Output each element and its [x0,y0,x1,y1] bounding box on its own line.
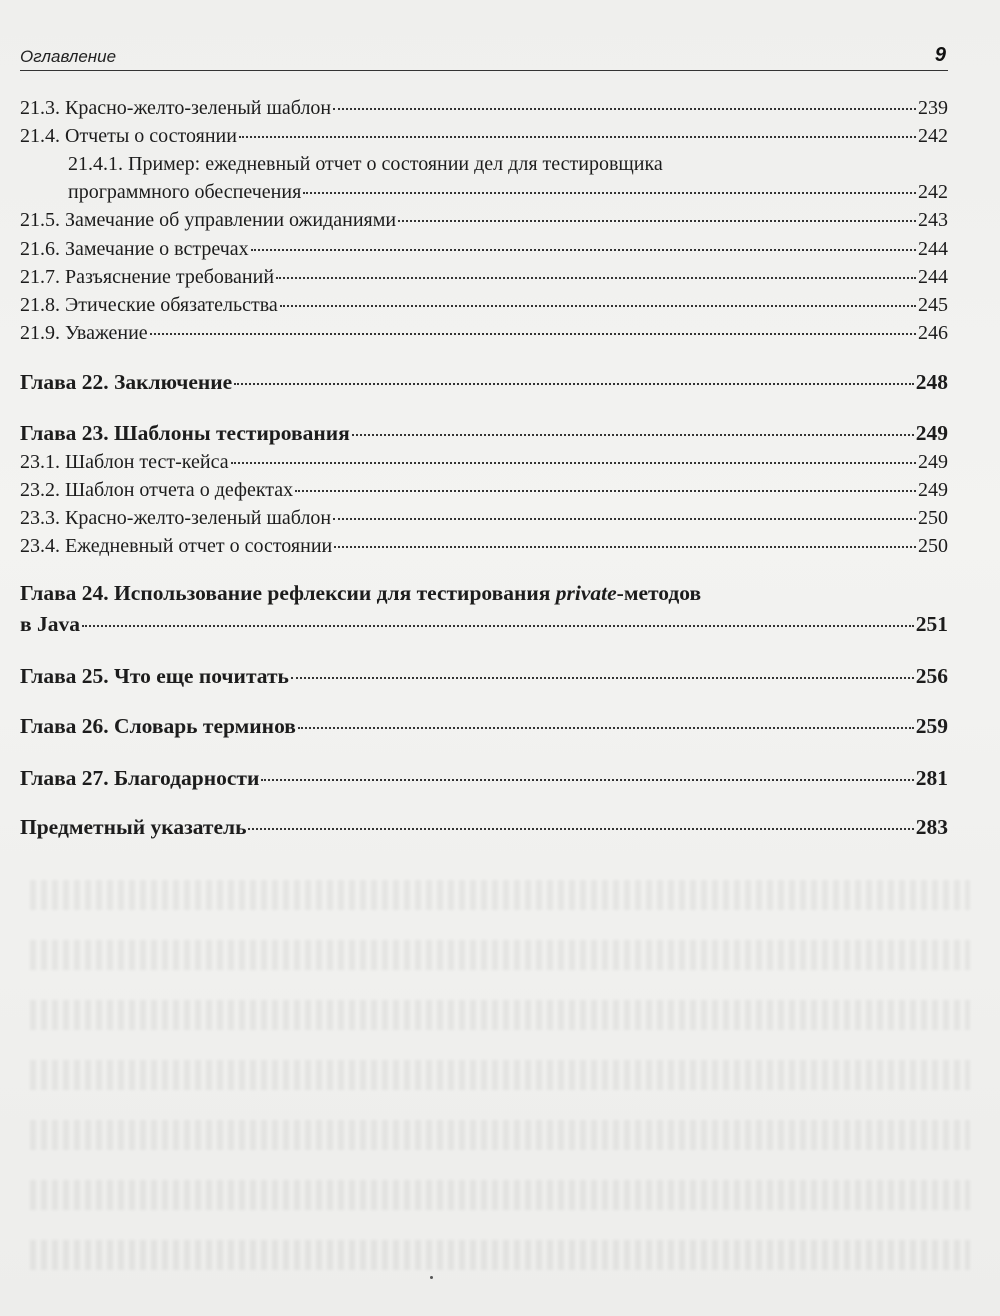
bleed-through-texture [30,1180,970,1210]
leader-dots [303,192,916,194]
toc-entry [20,238,948,261]
toc-entry-label-line2: программного обеспечения [68,181,302,203]
toc-chapter-entry [20,766,948,791]
leader-dots [291,677,914,679]
toc-chapter-entry [20,612,948,637]
leader-dots [231,462,916,464]
leader-dots [352,434,914,436]
leader-dots [150,333,916,335]
toc-entry-label: 21.7. Разъяснение требований [20,266,275,288]
toc-entry-label: Глава 25. Что еще почитать [20,664,289,688]
toc-entry [20,535,948,558]
toc-entry-page: 242 [918,125,948,147]
toc-entry-label: 23.3. Красно-желто-зеленый шаблон [20,507,332,529]
page-speck [430,1276,433,1279]
toc-chapter-entry [20,815,948,840]
toc-chapter-label-line1 [20,581,701,606]
toc-entry-label: 21.3. Красно-желто-зеленый шаблон [20,97,332,119]
toc-entry-page: 244 [918,238,948,260]
toc-label-suffix: -методов [616,581,702,605]
toc-entry-label: 21.9. Уважение [20,322,148,344]
toc-entry [20,451,948,474]
toc-entry-label: 21.8. Этические обязательства [20,294,278,316]
toc-entry [20,209,948,232]
toc-entry-page: 239 [918,97,948,119]
toc-entry-label: Глава 27. Благодарности [20,766,260,790]
toc-entry-page: 249 [915,421,948,445]
toc-chapter-entry [20,714,948,739]
leader-dots [333,518,916,520]
bleed-through-texture [30,1000,970,1030]
toc-entry-label: 21.4. Отчеты о состоянии [20,125,237,147]
toc-entry [20,125,948,148]
toc-entry-page: 251 [915,612,948,636]
toc-entry [20,266,948,289]
leader-dots [298,727,914,729]
leader-dots [333,108,916,110]
toc-entry-label: 23.2. Шаблон отчета о дефектах [20,479,294,501]
toc-entry-label: Глава 22. Заключение [20,370,233,394]
leader-dots [239,136,916,138]
toc-label-prefix: Глава 24. Использование рефлексии для тестирования [20,581,556,605]
toc-entry-label: 21.6. Замечание о встречах [20,238,249,260]
toc-entry-page: 245 [918,294,948,316]
toc-entry-page: 243 [918,209,948,231]
toc-entry-label: Глава 23. Шаблоны тестирования [20,421,350,445]
leader-dots [280,305,916,307]
toc-chapter-entry [20,421,948,446]
toc-entry-page: 281 [915,766,948,790]
toc-entry-label: 23.1. Шаблон тест-кейса [20,451,229,473]
toc-entry [20,294,948,317]
toc-entry-page: 250 [918,507,948,529]
toc-chapter-entry [20,370,948,395]
leader-dots [82,625,914,627]
toc-entry-page: 283 [915,815,948,839]
toc-entry [20,97,948,120]
toc-entry-page: 246 [918,322,948,344]
toc-entry [20,322,948,345]
toc-entry-page: 249 [918,479,948,501]
toc-entry-label-line2: в Java [20,612,80,636]
toc-entry-page: 256 [915,664,948,688]
bleed-through-texture [30,1060,970,1090]
toc-entry-page: 248 [915,370,948,394]
toc-entry-label: Предметный указатель [20,815,247,839]
leader-dots [295,490,916,492]
running-header [20,42,948,71]
toc-entry-page: 244 [918,266,948,288]
toc-entry [68,181,948,204]
toc-entry-label-line1: 21.4.1. Пример: ежедневный отчет о состоянии дел для тестировщика [68,153,663,175]
leader-dots [248,828,913,830]
toc-entry [20,479,948,502]
leader-dots [234,383,914,385]
leader-dots [398,220,916,222]
leader-dots [334,546,916,548]
toc-label-italic: private [555,581,617,605]
running-header-title: Оглавление [20,47,117,66]
toc-entry-page: 250 [918,535,948,557]
leader-dots [276,277,916,279]
bleed-through-texture [30,880,970,910]
toc-entry-page: 259 [915,714,948,738]
toc-entry-page: 242 [918,181,948,203]
toc-entry [20,507,948,530]
leader-dots [251,249,916,251]
bleed-through-texture [30,1240,970,1270]
bleed-through-texture [30,1120,970,1150]
toc-entry-label: Глава 26. Словарь терминов [20,714,296,738]
toc-entry-label: 21.5. Замечание об управлении ожиданиями [20,209,397,231]
leader-dots [261,779,913,781]
toc-chapter-entry [20,664,948,689]
page-number: 9 [934,44,946,66]
toc-entry-label: 23.4. Ежедневный отчет о состоянии [20,535,333,557]
bleed-through-texture [30,940,970,970]
toc-entry-page: 249 [918,451,948,473]
